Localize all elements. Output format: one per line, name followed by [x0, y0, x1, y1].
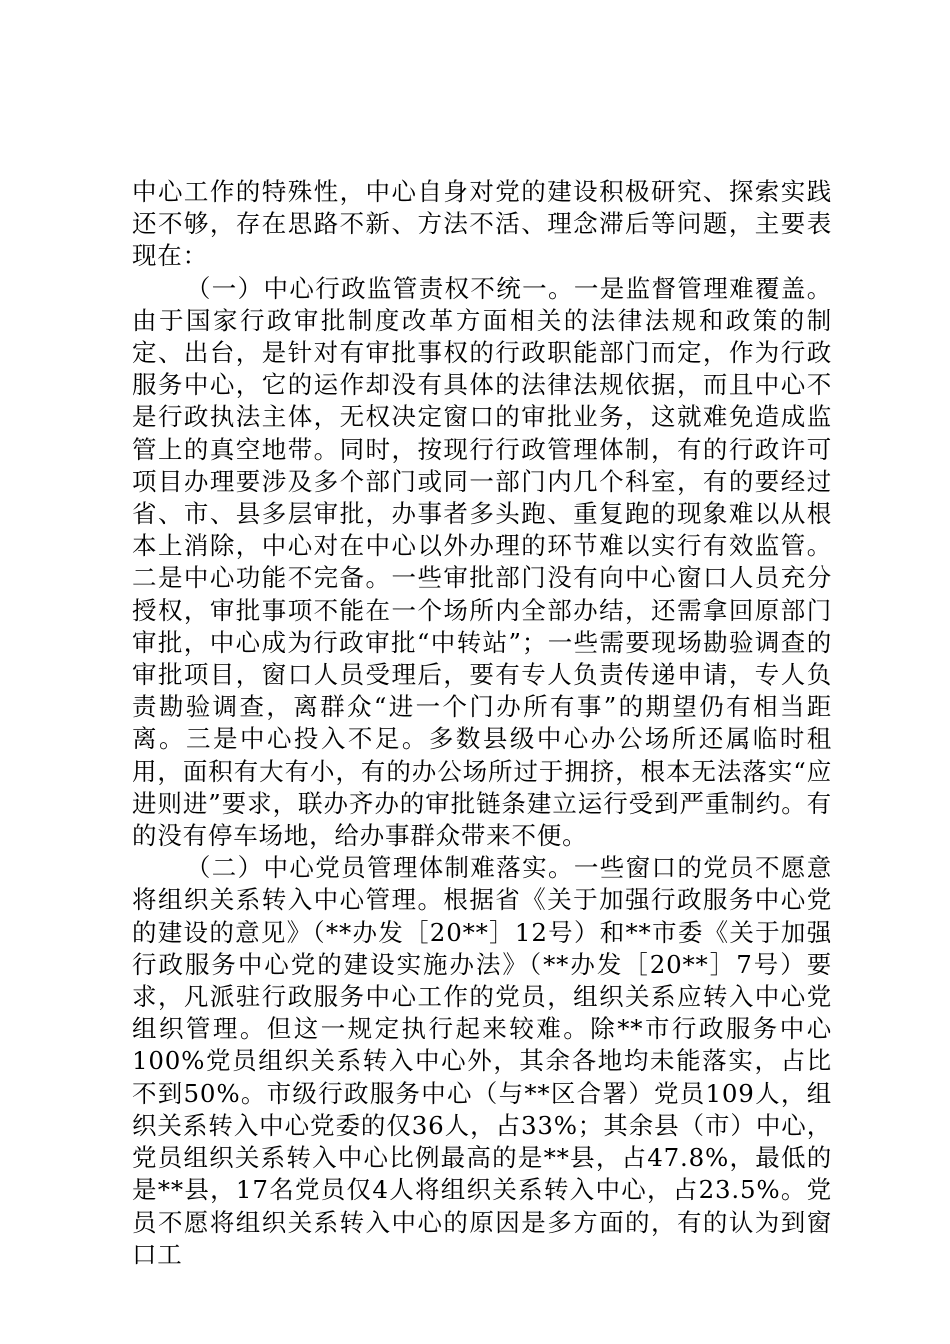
paragraph-section-two: （二）中心党员管理体制难落实。一些窗口的党员不愿意将组织关系转入中心管理。根据省《关于加强行政服务中心党的建设的意见》（**办发［20**］12号）和**市委《关于加强行政服务中心党的建设实施办法》（**办发［20**］7号）要求，凡派驻行政服务中心工作的党员，组织关系应转入中心党组织管理。但这一规定执行起来较难。除**市行政服务中心100%党员组织关系转入中心外，其余各地均未能落实，占比不到50%。市级行政服务中心（与**区合署）党员109人，组织关系转入中心党委的仅36人，占33%；其余县（市）中心，党员组织关系转入中心比例最高的是**县，占47.8%，最低的是**县，17名党员仅4人将组织关系转入中心，占23.5%。党员不愿将组织关系转入中心的原因是多方面的，有的认为到窗口工 — [132, 853, 832, 1269]
document-page — [132, 176, 832, 1271]
paragraph-section-one: （一）中心行政监管责权不统一。一是监督管理难覆盖。由于国家行政审批制度改革方面相关的法律法规和政策的制定、出台，是针对有审批事权的行政职能部门而定，作为行政服务中心，它的运作却没有具体的法律法规依据，而且中心不是行政执法主体，无权决定窗口的审批业务，这就难免造成监管上的真空地带。同时，按现行行政管理体制，有的行政许可项目办理要涉及多个部门或同一部门内几个科室，有的要经过省、市、县多层审批，办事者多头跑、重复跑的现象难以从根本上消除，中心对在中心以外办理的环节难以实行有效监管。二是中心功能不完备。一些审批部门没有向中心窗口人员充分授权，审批事项不能在一个场所内全部办结，还需拿回原部门审批，中心成为行政审批“中转站”；一些需要现场勘验调查的审批项目，窗口人员受理后，要有专人负责传递申请，专人负责勘验调查，离群众“进一个门办所有事”的期望仍有相当距离。三是中心投入不足。多数县级中心办公场所还属临时租用，面积有大有小，有的办公场所过于拥挤，根本无法落实“应进则进”要求，联办齐办的审批链条建立运行受到严重制约。有的没有停车场地，给办事群众带来不便。 — [132, 273, 833, 851]
paragraph-intro: 中心工作的特殊性，中心自身对党的建设积极研究、探索实践还不够，存在思路不新、方法不活、理念滞后等问题，主要表现在： — [132, 177, 832, 271]
